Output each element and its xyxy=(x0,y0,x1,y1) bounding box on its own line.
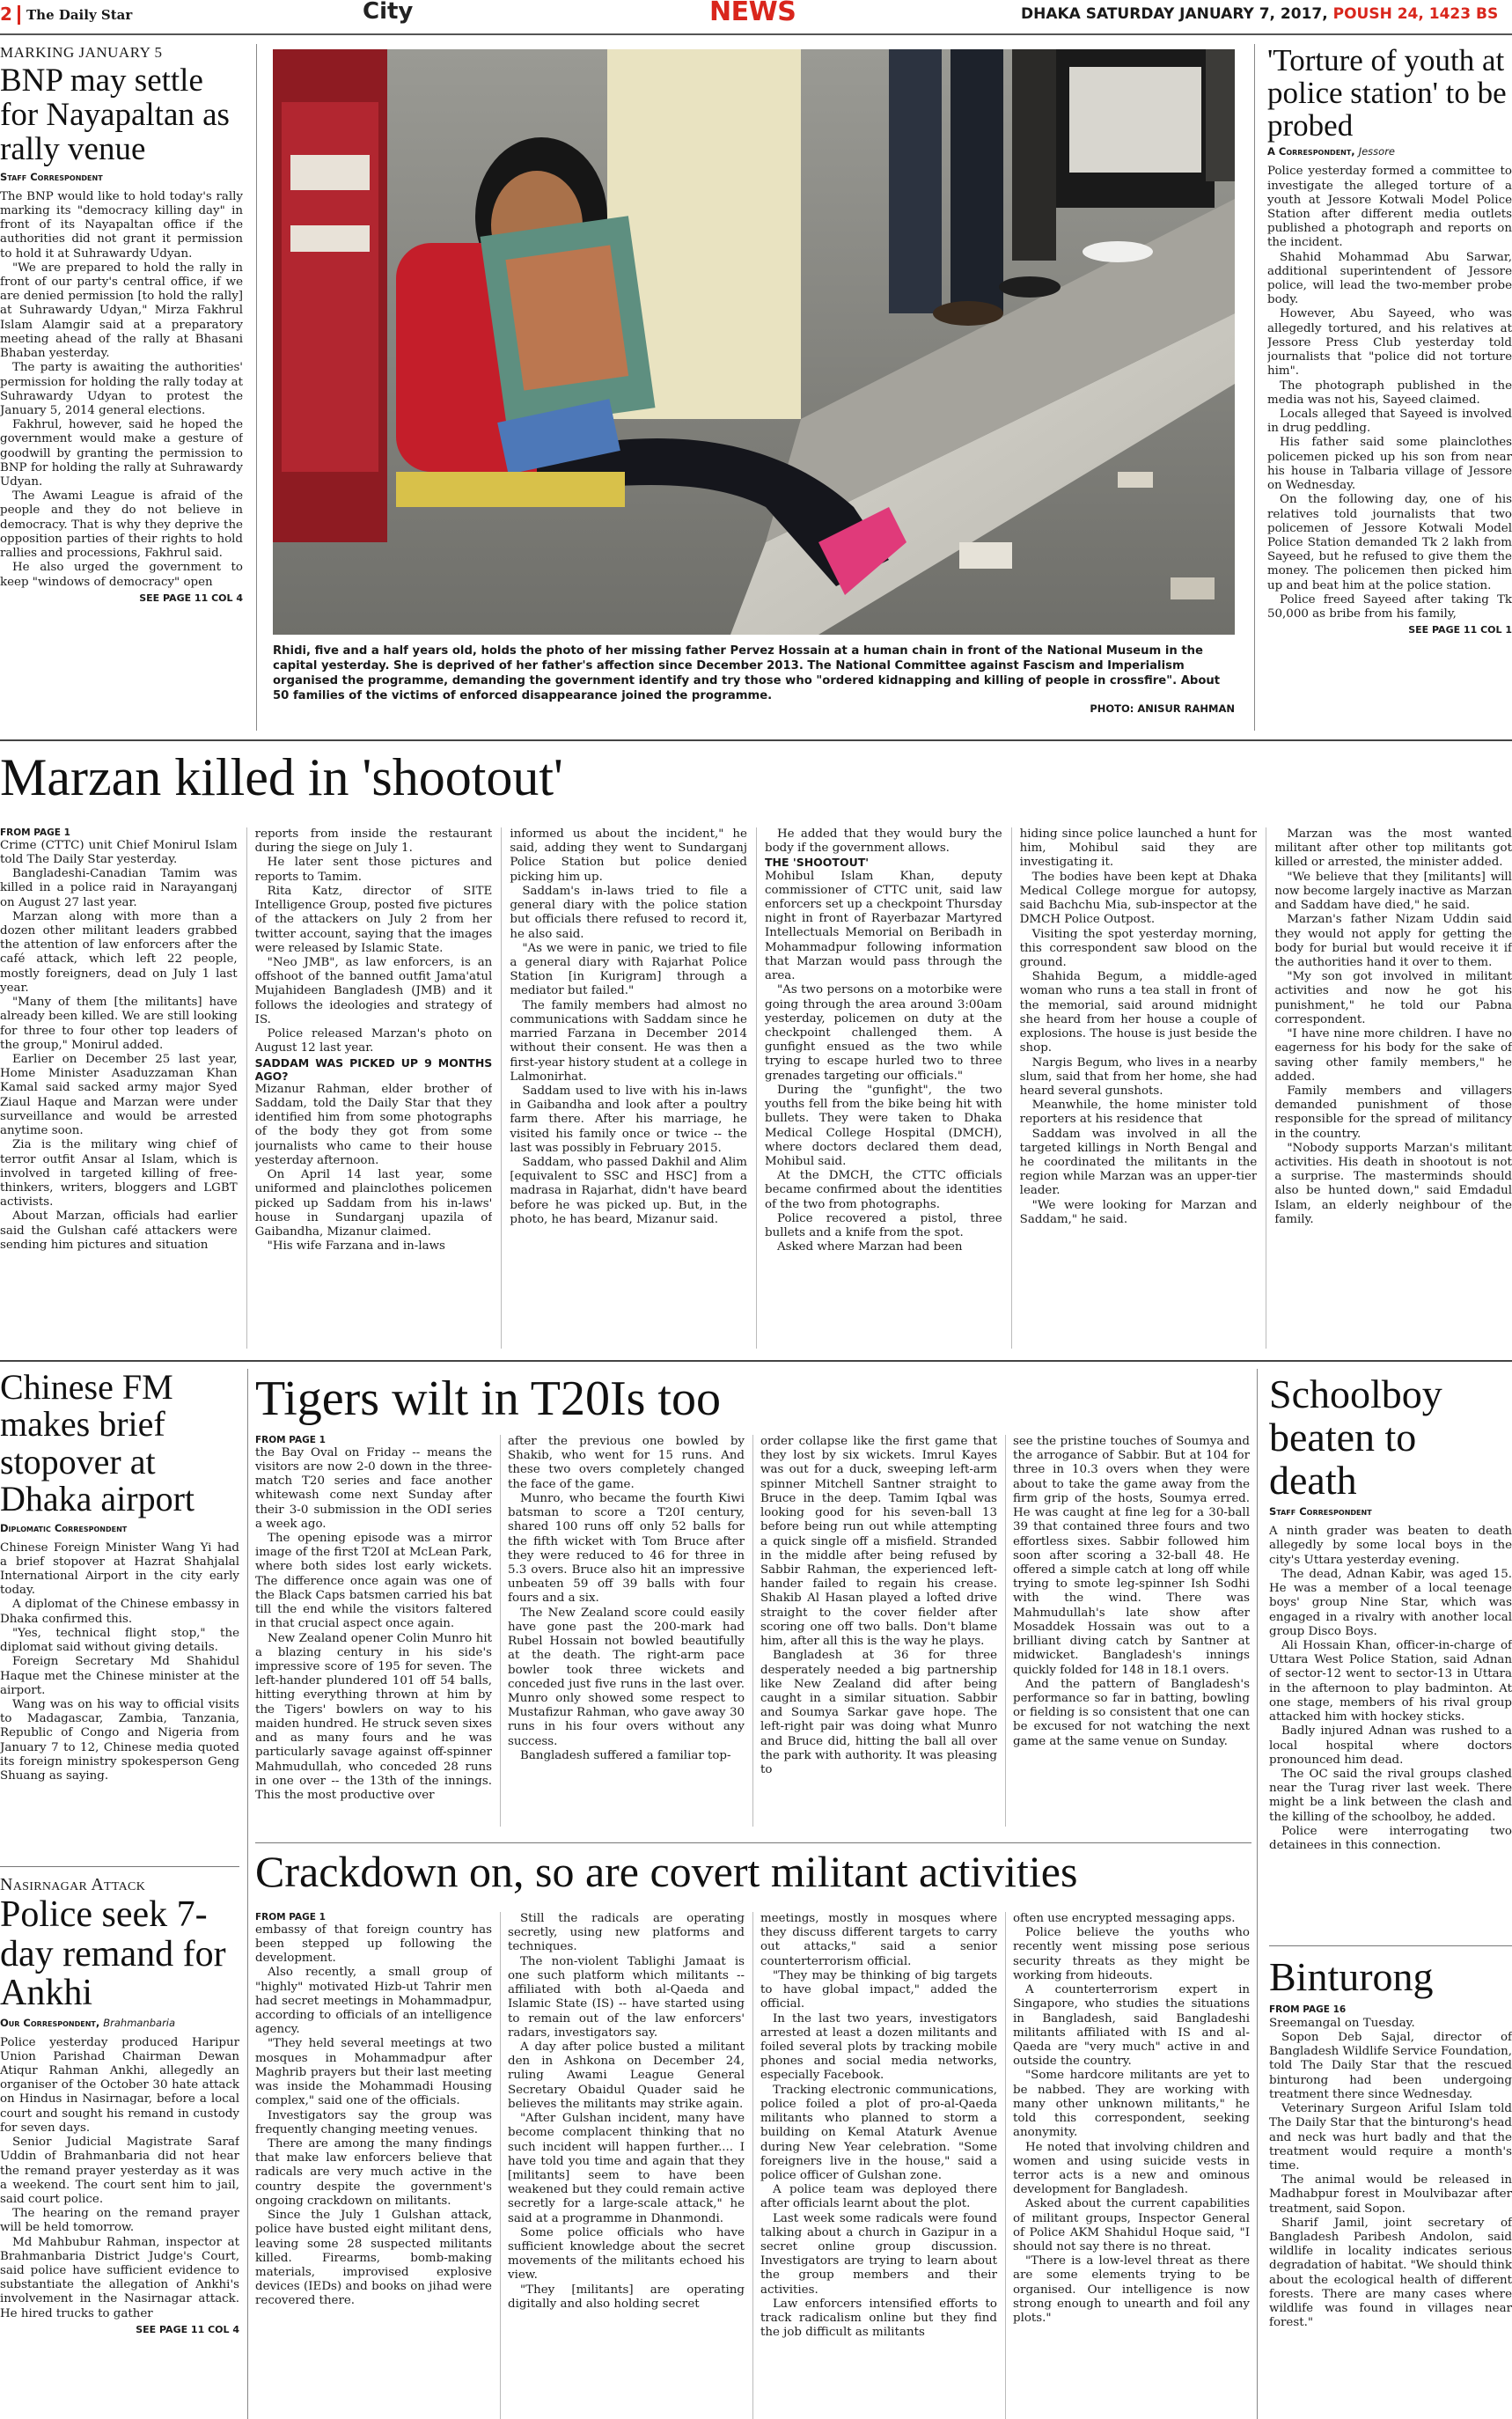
marzan-paragraph: Rita Katz, director of SITE Intelligence Group, posted five pictures of the attackers on July 2 from her twitter account, saying that the images were released by Islamic State. xyxy=(254,884,493,955)
torture-jump-link[interactable]: SEE PAGE 11 COL 1 xyxy=(1408,624,1512,636)
marzan-paragraph: Family members and villagers demanded punishment of those responsible for the spread of militancy in the country. xyxy=(1274,1084,1512,1141)
marzan-paragraph: "I have nine more children. I have no eagerness for his body for the sake of saving other family members," he added. xyxy=(1274,1027,1512,1084)
schoolboy-story xyxy=(1269,1373,1512,1937)
crackdown-paragraph: Police believe the youths who recently went missing pose serious security threats as they might be working from hideouts. xyxy=(1013,1926,1250,1982)
bnp-headline: BNP may settle for Nayapaltan as rally venue xyxy=(0,62,230,168)
marzan-paragraph: Police released Marzan's photo on August 12 last year. xyxy=(254,1027,493,1055)
crackdown-paragraph: Since the July 1 Gulshan attack, police have busted eight militant dens, leaving some 28 suspected militants killed. Firearms, bomb-making materials, improvised explosive devices (IEDs) and books on jihad were recovered there. xyxy=(255,2209,492,2308)
ankhi-body xyxy=(0,2036,239,2321)
chinese-fm-paragraph: Foreign Secretary Md Shahidul Haque met the Chinese minister at the airport. xyxy=(0,1655,239,1697)
marzan-paragraph: Mohibul Islam Khan, deputy commissioner of CTTC unit, said law enforcers set up a checkpoint Thursday night in front of Rayerbazar Martyred Intellectuals Memorial on Beribadh in Mohammadpur following information that Marzan would pass through the area. xyxy=(765,869,1002,983)
photo-caption-text: Rhidi, five and a half years old, holds the photo of her missing father Pervez Hossain at a human chain in front of the National Museum in the capital yesterday. She is deprived of her father's affection since December 2013. The National Committee against Fascism and Imperialism organised the programme, demanding the government identify and try those who "ordered kidnapping and killing of people in crossfire". About 50 families of the victims of enforced disappearance joined the programme. xyxy=(273,644,1221,703)
binturong-paragraph: The animal would be released in Madhabpur forest in Moulvibazar after treatment, said Sopon. xyxy=(1269,2173,1512,2216)
tigers-headline: Tigers wilt in T20Is too xyxy=(255,1371,721,1426)
binturong-paragraph: Veterinary Surgeon Ariful Islam told The Daily Star that the binturong's head and neck was hurt badly and that the treatment would require a month's time. xyxy=(1269,2102,1512,2173)
torture-story xyxy=(1267,44,1512,731)
crackdown-paragraph: "There is a low-level threat as there are some elements trying to be organised. Our intelligence is now strong enough to unearth and foil any plots." xyxy=(1013,2254,1250,2326)
marzan-from-page: FROM PAGE 1 xyxy=(0,827,70,838)
marzan-paragraph: Police recovered a pistol, three bullets and a knife from the spot. xyxy=(765,1211,1002,1240)
torture-byline: A Correspondent, Jessore xyxy=(1267,145,1395,158)
marzan-paragraph: "Many of them [the militants] have already been killed. We are still looking for three to four other top leaders of the group," Monirul added. xyxy=(0,996,238,1052)
crackdown-paragraph: Investigators say the group was frequently changing meeting venues. xyxy=(255,2108,492,2136)
marzan-column xyxy=(510,827,747,1349)
ankhi-kicker: Nasirnagar Attack xyxy=(0,1875,146,1894)
ankhi-headline: Police seek 7-day remand for Ankhi xyxy=(0,1894,226,2014)
ankhi-story xyxy=(0,1875,239,2419)
crackdown-column xyxy=(255,1912,492,2419)
chinese-fm-paragraph: "Yes, technical flight stop," the diplomat said without giving details. xyxy=(0,1626,239,1655)
marzan-paragraph: "As we were in panic, we tried to file a general diary with Rajarhat Police Station [in Kurigram] through a mediator but failed." xyxy=(510,941,747,998)
category-label: NEWS xyxy=(709,0,796,27)
paper-name: The Daily Star xyxy=(26,7,133,23)
crackdown-paragraph: Asked about the current capabilities of militant groups, Inspector General of Police AKM Shahidul Hoque said, "I should not say there is no threat. xyxy=(1013,2197,1250,2254)
marzan-paragraph: "As two persons on a motorbike were going through the area around 3:00am yesterday, policemen on duty at the checkpoint challenged them. A gunfight ensued as the two while trying to escape hurled two to three grenades targeting our officials." xyxy=(765,983,1002,1083)
crackdown-column-rule xyxy=(500,1912,501,2419)
tigers-body xyxy=(255,1435,1250,1827)
crackdown-column-rule xyxy=(752,1912,753,2419)
crackdown-paragraph: Tracking electronic communications, police foiled a plot of pro-al-Qaeda militants who planned to storm a building on Kemal Ataturk Avenue during New Year celebration. "Some foreigners live in the house," said a police officer of Gulshan zone. xyxy=(760,2083,997,2182)
ankhi-paragraph: Senior Judicial Magistrate Saraf Uddin of Brahmanbaria did not hear the remand prayer yesterday as it was a weekend. The court sent him to jail, said court police. xyxy=(0,2136,239,2206)
tigers-column xyxy=(760,1435,997,1827)
crackdown-column-rule xyxy=(1005,1912,1006,2419)
bnp-kicker: MARKING JANUARY 5 xyxy=(0,44,163,61)
torture-paragraph: His father said some plainclothes policemen picked up his son from near his house in Talbaria village of Jessore on Wednesday. xyxy=(1267,436,1512,493)
chinese-fm-paragraph: A diplomat of the Chinese embassy in Dhaka confirmed this. xyxy=(0,1598,239,1626)
masthead-rule xyxy=(0,33,1512,35)
marzan-subhead: SADDAM WAS PICKED UP 9 MONTHS AGO? xyxy=(254,1055,493,1083)
crackdown-paragraph: Law enforcers intensified efforts to track radicalism online but they find the job difficult as militants xyxy=(760,2297,997,2340)
chinese-fm-body xyxy=(0,1541,239,1784)
schoolboy-byline: Staff Correspondent xyxy=(1269,1505,1372,1518)
schoolboy-headline: Schoolboy beaten to death xyxy=(1269,1373,1442,1503)
crackdown-paragraph: There are among the many findings that make law enforcers believe that radicals are very much active in the country despite the government's ongoing crackdown on militants. xyxy=(255,2136,492,2208)
schoolboy-paragraph: The OC said the rival groups clashed near the Turag river last week. There might be a link between the clash and the killing of the schoolboy, he added. xyxy=(1269,1767,1512,1824)
crackdown-paragraph: "After Gulshan incident, many have become complacent thinking that no such incident will happen further.... I have told you time and again that they [militants] seem to have been weakened but they could remain active secretly for a large-scale attack," he said at a programme in Dhanmondi. xyxy=(508,2112,745,2225)
bnp-paragraph: The Awami League is afraid of the people and they do not believe in democracy. That is why they deprive the opposition parties of their rights to hold rallies and processions, Fakhrul said. xyxy=(0,489,243,561)
chinese-fm-paragraph: Chinese Foreign Minister Wang Yi had a brief stopover at Hazrat Shahjalal International Airport in the city early today. xyxy=(0,1540,239,1598)
schoolboy-paragraph: A ninth grader was beaten to death allegedly by some local boys in the city's Uttara yesterday evening. xyxy=(1269,1525,1512,1567)
torture-paragraph: The photograph published in the media was not his, Sayeed claimed. xyxy=(1267,379,1512,407)
bnp-byline: Staff Correspondent xyxy=(0,170,103,183)
marzan-column xyxy=(255,827,493,1349)
marzan-paragraph: "His wife Farzana and in-laws xyxy=(267,1239,445,1254)
torture-paragraph: Shahid Mohammad Abu Sarwar, additional superintendent of Jessore police, will lead the two-member probe body. xyxy=(1267,250,1512,307)
marzan-paragraph: Mizanur Rahman, elder brother of Saddam, told the Daily Star that they identified him from some photographs of the body they got from some journalists who came to their house yesterday afternoon. xyxy=(254,1082,493,1167)
marzan-paragraph: He added that they would bury the body if the government allows. xyxy=(765,827,1002,856)
marzan-paragraph: "My son got involved in militant activities and now he got his punishment," he told our Pabna correspondent. xyxy=(1274,970,1512,1026)
bnp-story xyxy=(0,44,243,731)
bnp-jump-link[interactable]: SEE PAGE 11 COL 4 xyxy=(139,592,243,604)
marzan-paragraph: The family members had almost no communications with Saddam since he married Farzana in December 2014 without their consent. He was then a first-year history student at a college in Lalmonirhat. xyxy=(510,998,747,1084)
crackdown-body xyxy=(255,1912,1250,2419)
ankhi-paragraph: Md Mahbubur Rahman, inspector at Brahmanbaria District Judge's Court, said police have sufficient evidence to substantiate the allegation of Ankhi's involvement in the Nasirnagar attack. He hired trucks to gather xyxy=(0,2235,239,2320)
marzan-paragraph: Crime (CTTC) unit Chief Monirul Islam told The Daily Star yesterday. xyxy=(0,838,238,866)
binturong-paragraph: Sharif Jamil, joint secretary of Bangladesh Paribesh Andolon, said wildlife in locality indicates serious degradation of habitat. "We should think about the ecological health of different forests. There are many cases where wildlife was found in villages near forest." xyxy=(1269,2216,1512,2330)
bnp-paragraph: The party is awaiting the authorities' permission for holding the rally today at Suhrawardy Udyan to protest the January 5, 2014 general elections. xyxy=(0,361,243,417)
crackdown-paragraph: Some police officials who have sufficient knowledge about the secret movements of the militants echoed his view. xyxy=(508,2225,745,2283)
torture-paragraph: Locals alleged that Sayeed is involved in drug peddling. xyxy=(1267,408,1512,436)
photo-caption xyxy=(273,643,1235,716)
binturong-paragraph: Sopon Deb Sajal, director of Bangladesh Wildlife Service Foundation, told The Daily Star that the rescued binturong had been undergoing treatment there since Wednesday. xyxy=(1269,2030,1512,2101)
binturong-from-page: FROM PAGE 16 xyxy=(1269,2004,1347,2015)
marzan-paragraph: hiding since police launched a hunt for him, Mohibul said they are investigating it. xyxy=(1019,827,1258,870)
marzan-paragraph: The bodies have been kept at Dhaka Medical College morgue for autopsy, said Bachchu Mia, sub-inspector at the DMCH Police Outpost. xyxy=(1019,870,1258,927)
chinese-fm-headline: Chinese FM makes brief stopover at Dhaka airport xyxy=(0,1369,195,1519)
tigers-paragraph: see the pristine touches of Soumya and the arrogance of Sabbir. But at 104 for three in 10.3 overs when they were about to take the game away from the firm grip of the hosts, Soumya erred. He was caught at fine leg for a 30-ball 39 that contained three fours and two effortless sixes. Sabbir followed him soon after scoring a 32-ball 48. He offered a simple catch at long off while trying to smote leg-spinner Ish Sodhi with the wind. There was Mahmudullah's late show after Mosaddek Hossain was out to a brilliant diving catch by Santner at midwicket. Bangladesh's innings quickly folded for 148 in 18.1 overs. xyxy=(1013,1435,1250,1677)
marzan-paragraph: Earlier on December 25 last year, Home Minister Asaduzzaman Khan Kamal said sacked army major Syed Ziaul Haque and Marzan were under surveillance and would be arrested anytime soon. xyxy=(0,1052,238,1138)
crackdown-from-page: FROM PAGE 1 xyxy=(255,1912,326,1923)
marzan-column xyxy=(0,827,238,1349)
crackdown-paragraph: A day after police busted a militant den in Ashkona on December 24, ruling Awami League General Secretary Obaidul Quader said he believes the militants may strike again. xyxy=(508,2040,745,2111)
marzan-headline: Marzan killed in 'shootout' xyxy=(0,748,563,806)
marzan-paragraph: Saddam was involved in all the targeted killings in North Bengal and he coordinated the militants in the region while Marzan was an upper-tier leader. xyxy=(1019,1127,1258,1198)
crackdown-paragraph: A police team was deployed there after officials learnt about the plot. xyxy=(760,2183,997,2211)
marzan-paragraph: About Marzan, officials had earlier said the Gulshan café attackers were sending him pictures and situation xyxy=(0,1210,238,1252)
marzan-body xyxy=(0,827,1512,1349)
marzan-paragraph: He later sent those pictures and reports to Tamim. xyxy=(254,856,493,884)
tigers-paragraph: Munro, who became the fourth Kiwi batsman to score a T20I century, shared 100 runs off only 52 balls for the fifth wicket with Tom Bruce after they were reduced to 46 for three in 5.3 overs. Bruce also hit an impressive unbeaten 59 off 39 balls with four fours and a six. xyxy=(508,1491,745,1606)
lead-photo xyxy=(273,49,1235,635)
tigers-paragraph: Bangladesh at 36 for three desperately needed a big partnership like New Zealand did after being caught in a similar situation. Sabbir and Soumya Sarkar gave hope. The left-right pair was doing what Munro and Bruce did, hitting the ball all over the park with authority. It was pleasing to xyxy=(760,1649,997,1777)
marzan-paragraph: "We were looking for Marzan and Saddam," he said. xyxy=(1019,1198,1258,1226)
marzan-column-rule xyxy=(246,827,247,1349)
binturong-body xyxy=(1269,2017,1512,2331)
ankhi-paragraph: Police yesterday produced Haripur Union Parishad Chairman Dewan Atiqur Rahman Ankhi, allegedly an organiser of the October 30 hate attack on Hindus in Nasirnagar, before a local court and sought his remand in custody for seven days. xyxy=(0,2035,239,2135)
marzan-paragraph: Saddam used to live with his in-laws in Gaibandha and look after a poultry farm there. After his marriage, he visited his family once or twice -- the last was possibly in February 2015. xyxy=(510,1084,747,1155)
ankhi-paragraph: The hearing on the remand prayer will be held tomorrow. xyxy=(0,2207,239,2235)
tigers-column-rule xyxy=(752,1435,753,1827)
crackdown-paragraph: The non-violent Tablighi Jamaat is one such platform which militants -- affiliated with both al-Qaeda and Islamic State (IS) -- have started using to remain out of the law enforcers' radars, investigators say. xyxy=(508,1954,745,2040)
dateline xyxy=(1021,5,1498,23)
marzan-paragraph: During the "gunfight", the two youths fell from the bike being hit with bullets. They were taken to Dhaka Medical College Hospital (DMCH), where doctors declared them dead, Mohibul said. xyxy=(765,1083,1002,1168)
torture-paragraph: Police freed Sayeed after taking Tk 50,000 as bribe from his family, xyxy=(1267,592,1512,621)
chinese-fm-paragraph: Wang was on his way to official visits to Madagascar, Zambia, Tanzania, Republic of Congo and Nigeria from January 7 to 12, Chinese media quoted its foreign ministry spokesperson Geng Shuang as saying. xyxy=(0,1697,239,1783)
schoolboy-paragraph: Police were interrogating two detainees in this connection. xyxy=(1269,1824,1512,1853)
marzan-paragraph: Bangladeshi-Canadian Tamim was killed in a police raid in Narayanganj on August 27 last year. xyxy=(0,867,238,909)
crackdown-paragraph: meetings, mostly in mosques where they discuss different targets to carry out attacks," said a senior counterterrorism official. xyxy=(760,1912,997,1968)
crackdown-paragraph: A counterterrorism expert in Singapore, who studies the situations in Bangladesh, said Bangladeshi militants affiliated with IS and al-Qaeda are "very much" active in and outside the country. xyxy=(1013,1983,1250,2069)
crackdown-paragraph: Last week some radicals were found talking about a church in Gazipur in a secret online group discussion. Investigators are trying to learn about the group members and their activities. xyxy=(760,2211,997,2297)
binturong-headline: Binturong xyxy=(1269,1956,1434,1999)
dateline-date: DHAKA SATURDAY JANUARY 7, 2017, xyxy=(1021,5,1328,23)
tigers-column xyxy=(1013,1435,1250,1827)
schoolboy-paragraph: The dead, Adnan Kabir, was aged 15. He was a member of a local teenage boys' group Nine Star, which was engaged in a rivalry with another local group Disco Boys. xyxy=(1269,1567,1512,1638)
marzan-paragraph: Visiting the spot yesterday morning, this correspondent saw blood on the ground. xyxy=(1019,927,1258,969)
page-number-rule xyxy=(18,5,20,25)
marzan-paragraph: "We believe that they [militants] will now become largely inactive as Marzan and Saddam have died," he said. xyxy=(1274,870,1512,913)
crackdown-paragraph: "They may be thinking of big targets to have global impact," added the official. xyxy=(760,1968,997,2011)
marzan-paragraph: Shahida Begum, a middle-aged woman who runs a tea stall in front of the memorial, said around midnight she heard from her house a couple of explosions. The house is just beside the shop. xyxy=(1019,970,1258,1055)
bnp-body xyxy=(0,190,243,590)
page-number: 2 xyxy=(0,4,12,25)
marzan-column-rule xyxy=(501,827,502,1349)
marzan-paragraph: Asked where Marzan had been xyxy=(777,1240,963,1254)
marzan-paragraph: Meanwhile, the home minister told reporters at his residence that xyxy=(1019,1099,1258,1127)
tigers-from-page: FROM PAGE 1 xyxy=(255,1435,326,1445)
tigers-column-rule xyxy=(500,1435,501,1827)
marzan-paragraph: "Neo JMB", as law enforcers, is an offshoot of the banned outfit Jama'atul Mujahideen Bangladesh (JMB) and it follows the ideologies and strategy of IS. xyxy=(254,955,493,1026)
schoolboy-paragraph: Ali Hossain Khan, officer-in-charge of Uttara West Police Station, said Adnan of sector-12 went to sector-13 in Uttara in the afternoon to play badminton. At one stage, members of his rival group attacked him with hockey sticks. xyxy=(1269,1639,1512,1724)
crackdown-paragraph: "They held several meetings at two mosques in Mohammadpur after Maghrib prayers but their last meeting was inside the Mohammadi Housing complex," said one of the officials. xyxy=(255,2037,492,2108)
marzan-paragraph: informed us about the incident," he said, adding they went to Sundarganj Police Station but police denied picking him up. xyxy=(510,827,747,884)
tigers-paragraph: The opening episode was a mirror image of the first T20I at McLean Park, where both sides lost early wickets. The difference once again was one of the Black Caps batsmen carried his bat till the end while the visitors faltered in that crucial aspect once again. xyxy=(255,1532,492,1631)
crackdown-paragraph: embassy of that foreign country has been stepped up following the development. xyxy=(255,1923,492,1966)
crackdown-column xyxy=(1013,1912,1250,2419)
tigers-column xyxy=(255,1435,492,1827)
bnp-paragraph: Fakhrul, however, said he hoped the government would make a gesture of goodwill by granting the permission to BNP for holding the rally at Suhrawardy Udyan. xyxy=(0,418,243,489)
crackdown-paragraph: "Some hardcore militants are yet to be nabbed. They are working with many other unknown militants," he told this correspondent, seeking anonymity. xyxy=(1013,2069,1250,2140)
ankhi-jump-link[interactable]: SEE PAGE 11 COL 4 xyxy=(136,2323,239,2335)
dateline-bangla: POUSH 24, 1423 BS xyxy=(1332,5,1499,23)
binturong-story xyxy=(1269,1956,1512,2419)
marzan-paragraph: Zia is the military wing chief of terror outfit Ansar al Islam, which is involved in targeted killing of free-thinkers, writers, bloggers and LGBT activists. xyxy=(0,1138,238,1210)
marzan-column xyxy=(765,827,1002,1349)
crackdown-column xyxy=(760,1912,997,2419)
tigers-paragraph: the Bay Oval on Friday -- means the visitors are now 2-0 down in the three-match T20 series and face another whitewash come next Sunday after their 3-0 submission in the ODI series a week ago. xyxy=(255,1445,492,1531)
crackdown-paragraph: He noted that involving children and women and using suicide vests in terror acts is a new and ominous development for Bangladesh. xyxy=(1013,2140,1250,2197)
torture-paragraph: Police yesterday formed a committee to investigate the alleged torture of a youth at Jessore Kotwali Model Police Station after different media outlets published a photograph and reports on the incident. xyxy=(1267,165,1512,250)
marzan-column-rule xyxy=(756,827,757,1349)
marzan-paragraph: At the DMCH, the CTTC officials became confirmed about the identities of the two from photographs. xyxy=(765,1169,1002,1211)
tigers-paragraph: The New Zealand score could easily have gone past the 200-mark had Rubel Hossain not bowled beautifully at the death. The right-arm pace bowler took three wickets and conceded just five runs in the last over. Munro only showed some respect to Mustafizur Rahman, who gave away 30 runs in his four overs without any success. xyxy=(508,1606,745,1748)
marzan-paragraph: Nargis Begum, who lives in a nearby slum, said that from her home, she had heard several gunshots. xyxy=(1019,1055,1258,1098)
bnp-paragraph: The BNP would like to hold today's rally marking its "democracy killing day" in front of its Nayapaltan office if the authorities did not grant it permission to hold it at Suhrawardy Udyan. xyxy=(0,189,243,261)
marzan-column xyxy=(1020,827,1258,1349)
tigers-paragraph: order collapse like the first game that they lost by six wickets. Imrul Kayes was out for a duck, sweeping left-arm spinner Mitchell Santner straight to Bruce in the deep. Tamim Iqbal was looking good for his seven-ball 13 before being run out while attempting a quick single off a misfield. Stranded in the middle after being refused by Sabbir Rahman, the experienced left-hander failed to regain his crease. Shakib Al Hasan played a lofted drive straight to the cover fielder after scoring one off two balls. Don't blame him, after all this is the way he plays. xyxy=(760,1435,997,1649)
crackdown-paragraph: Also recently, a small group of "highly" motivated Hizb-ut Tahrir men had secret meetings in Mohammadpur, according to officials of an intelligence agency. xyxy=(255,1966,492,2037)
tigers-column-rule xyxy=(1005,1435,1006,1827)
tigers-paragraph: Bangladesh suffered a familiar top- xyxy=(520,1748,731,1762)
chinese-fm-story xyxy=(0,1369,239,1853)
lead-photo-illustration xyxy=(273,49,1235,635)
bnp-paragraph: He also urged the government to keep "windows of democracy" open xyxy=(0,561,243,589)
marzan-paragraph: Saddam, who passed Dakhil and Alim [equivalent to SSC and HSC] from a madrasa in Rajarhat, didn't have beard before he was picked up. But, in the photo, he has beard, Mizanur said. xyxy=(510,1156,747,1226)
marzan-paragraph: "Nobody supports Marzan's militant activities. His death in shootout is not a surprise. The masterminds should also be hunted down," said Emdadul Islam, an elderly neighbour of the family. xyxy=(1274,1141,1512,1226)
crackdown-paragraph: "They [militants] are operating digitally and also holding secret xyxy=(508,2283,745,2311)
marzan-paragraph: On April 14 last year, some uniformed and plainclothes policemen picked up Saddam from his in-laws' house in Sundarganj upazila of Gaibandha, Mizanur claimed. xyxy=(254,1168,493,1239)
crackdown-paragraph: often use encrypted messaging apps. xyxy=(1013,1912,1236,1925)
tigers-paragraph: And the pattern of Bangladesh's performance so far in batting, bowling or fielding is so consistent that one can be excused for not watching the next game at the same venue on Sunday. xyxy=(1013,1677,1250,1748)
schoolboy-paragraph: Badly injured Adnan was rushed to a local hospital where doctors pronounced him dead. xyxy=(1269,1724,1512,1767)
chinese-fm-byline: Diplomatic Correspondent xyxy=(0,1521,128,1534)
marzan-paragraph: Marzan was the most wanted militant after other top militants got killed or arrested, the minister added. xyxy=(1274,827,1512,870)
marzan-paragraph: Saddam's in-laws tried to file a general diary with the police station but officials there refused to record it, he also said. xyxy=(510,884,747,941)
tigers-paragraph: New Zealand opener Colin Munro hit a blazing century in his side's impressive score of 195 for seven. The left-hander plundered 101 off 54 balls, hitting everything thrown at him by the Tigers' bowlers on way to his maiden hundred. He struck seven sixes and as many fours and he was particularly savage against off-spinner Mahmudullah, who conceded 28 runs in one over -- the 13th of the innings. This the most productive over xyxy=(255,1631,492,1802)
binturong-paragraph: Sreemangal on Tuesday. xyxy=(1269,2016,1415,2030)
torture-headline: 'Torture of youth at police station' to be probed xyxy=(1267,44,1507,143)
masthead xyxy=(0,0,1512,35)
crackdown-paragraph: Still the radicals are operating secretly, using new platforms and techniques. xyxy=(508,1912,745,1954)
tigers-column xyxy=(508,1435,745,1827)
marzan-paragraph: reports from inside the restaurant during the siege on July 1. xyxy=(254,827,493,856)
marzan-paragraph: Marzan's father Nizam Uddin said they would not apply for getting the body for burial but would receive it if the authorities hand it over to them. xyxy=(1274,913,1512,969)
marzan-column xyxy=(1274,827,1512,1349)
torture-body xyxy=(1267,165,1512,621)
marzan-paragraph: Marzan along with more than a dozen other militant leaders grabbed the attention of law enforcers after the café attack, which left 22 people, mostly foreigners, dead on July 1 last year. xyxy=(0,909,238,995)
marzan-subhead: THE 'SHOOTOUT' xyxy=(765,856,870,870)
tigers-paragraph: after the previous one bowled by Shakib, who went for 15 runs. And these two overs completely changed the face of the game. xyxy=(508,1435,745,1491)
torture-paragraph: On the following day, one of his relatives told journalists that two policemen of Jessore Kotwali Model Police Station demanded Tk 2 lakh from Sayeed, but he refused to give them the money. The policemen then picked him up and beat him at the police station. xyxy=(1267,493,1512,592)
torture-paragraph: However, Abu Sayeed, who was allegedly tortured, and his relatives at Jessore Press Club yesterday told journalists that "police did not torture him". xyxy=(1267,307,1512,379)
crackdown-headline: Crackdown on, so are covert militant activities xyxy=(255,1847,1078,1896)
schoolboy-body xyxy=(1269,1525,1512,1853)
photo-credit: PHOTO: ANISUR RAHMAN xyxy=(1090,702,1235,715)
section-label: City xyxy=(363,0,414,25)
bnp-paragraph: "We are prepared to hold the rally in front of our party's central office, if we are denied permission [to hold the rally] at Suhrawardy Udyan," Mirza Fakhrul Islam Alamgir said at a preparatory meeting ahead of the rally at Bhasani Bhaban yesterday. xyxy=(0,261,243,361)
ankhi-byline: Our Correspondent, Brahmanbaria xyxy=(0,2016,176,2029)
crackdown-paragraph: In the last two years, investigators arrested at least a dozen militants and foiled several plots by tracking mobile phones and social media networks, especially Facebook. xyxy=(760,2011,997,2083)
crackdown-column xyxy=(508,1912,745,2419)
marzan-column-rule xyxy=(1011,827,1012,1349)
